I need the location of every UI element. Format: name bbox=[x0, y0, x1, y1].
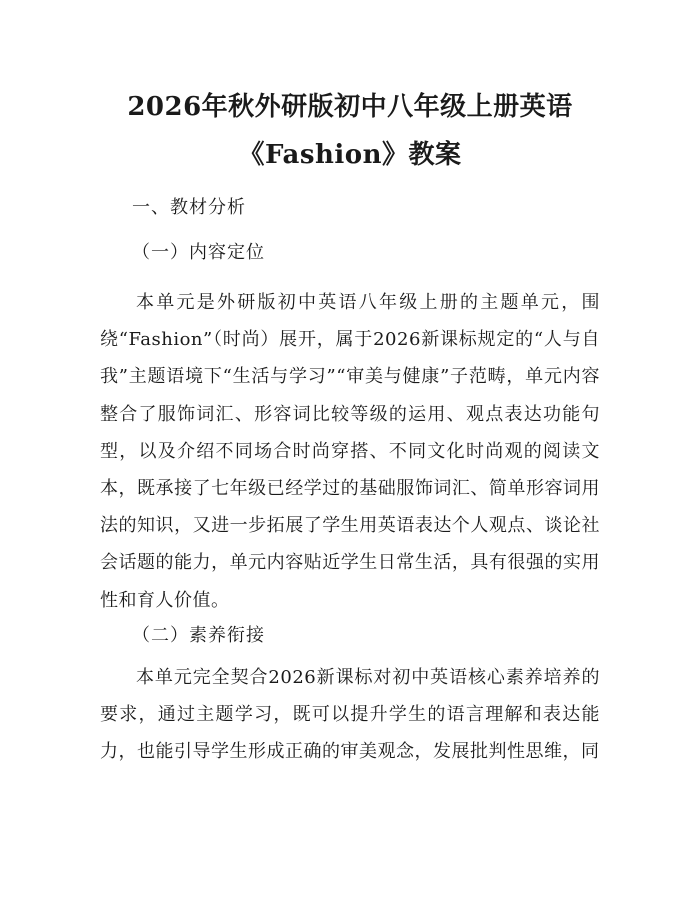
section-heading-teaching-material-analysis: 一、教材分析 bbox=[132, 197, 246, 218]
paragraph-literacy-connection: 本单元完全契合2026新课标对初中英语核心素养培养的要求，通过主题学习，既可以提升学生的语言理解和表达能力，也能引导学生形成正确的审美观念，发展批判性思维，同 bbox=[100, 667, 600, 763]
document-title-line-2: 《Fashion》教案 bbox=[238, 140, 462, 170]
subsection-heading-literacy-connection: （二）素养衔接 bbox=[132, 625, 265, 646]
subsection-heading-content-positioning: （一）内容定位 bbox=[132, 242, 265, 263]
paragraph-content-positioning: 本单元是外研版初中英语八年级上册的主题单元，围绕“Fashion”（时尚）展开，属于2026新课标规定的“人与自我”主题语境下“生活与学习”“审美与健康”子范畴，单元内容整合了服饰词汇、形容词比较等级的运用、观点表达功能句型，以及介绍不同场合时尚穿搭、不同文化时尚观的阅读文本，既承接了七年级已经学过的基础服饰词汇、简单形容词用法的知识，又进一步拓展了学生用英语表达个人观点、谈论社会话题的能力，单元内容贴近学生日常生活，具有很强的实用性和育人价值。 bbox=[100, 292, 600, 611]
document-title-line-1: 2026年秋外研版初中八年级上册英语 bbox=[127, 92, 573, 122]
